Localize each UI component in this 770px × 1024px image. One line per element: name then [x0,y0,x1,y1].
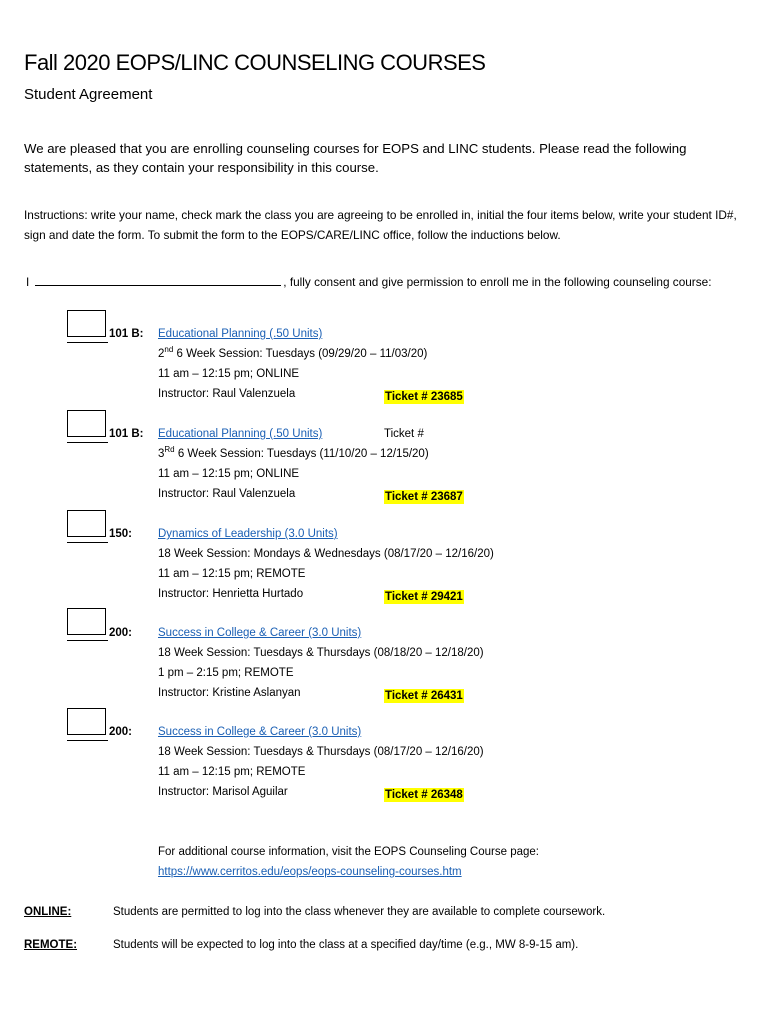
ticket-badge: Ticket # 23687 [385,491,463,503]
course-session: 18 Week Session: Tuesdays & Thursdays (08/18/20 – 12/18/20) [158,647,484,659]
remote-definition: Students will be expected to log into the class at a specified day/time (e.g., MW 8-9-15 am). [113,939,579,951]
course-time: 11 am – 12:15 pm; REMOTE [158,766,306,778]
course-time: 11 am – 12:15 pm; ONLINE [158,468,300,480]
course-time: 11 am – 12:15 pm; REMOTE [158,568,306,580]
online-label: ONLINE: [24,906,72,918]
course-title-link[interactable]: Success in College & Career (3.0 Units) [158,627,362,639]
course-title-link[interactable]: Educational Planning (.50 Units) [158,328,323,340]
course-instructor: Instructor: Raul Valenzuela [158,488,296,500]
course-time: 11 am – 12:15 pm; ONLINE [158,368,300,380]
online-definition: Students are permitted to log into the class whenever they are available to complete coursework. [113,906,606,918]
ticket-badge: Ticket # 26348 [385,789,463,801]
consent-suffix: , fully consent and give permission to enroll me in the following counseling course: [283,275,712,289]
name-blank-field[interactable] [35,275,281,286]
checkbox-underline [67,640,108,641]
checkbox-underline [67,442,108,443]
ticket-badge: Ticket # 26431 [385,690,463,702]
course-title-link[interactable]: Dynamics of Leadership (3.0 Units) [158,528,338,540]
page-subtitle: Student Agreement [24,86,153,103]
instructions-paragraph: Instructions: write your name, check mark the class you are agreeing to be enrolled in, initial the four items below, write your student ID#, sign and date the form. To submit the form to the EOPS/CARE/LINC office, follow the inductions below. [24,208,737,242]
course-session: 18 Week Session: Mondays & Wednesdays (08/17/20 – 12/16/20) [158,548,494,560]
course-title-link[interactable]: Success in College & Career (3.0 Units) [158,726,362,738]
checkbox-underline [67,740,108,741]
course-session: 18 Week Session: Tuesdays & Thursdays (08/17/20 – 12/16/20) [158,746,484,758]
course-code: 200: [109,627,133,639]
course-checkbox[interactable] [67,310,106,337]
consent-statement [26,275,711,289]
ticket-badge: Ticket # 29421 [385,591,463,603]
course-instructor: Instructor: Henrietta Hurtado [158,588,304,600]
course-instructor: Instructor: Raul Valenzuela [158,388,296,400]
checkbox-underline [67,342,108,343]
checkbox-underline [67,542,108,543]
course-code: 150: [109,528,133,540]
course-code: 101 B: [109,428,144,440]
course-session: 2nd 6 Week Session: Tuesdays (09/29/20 – 11/03/20) [158,345,428,360]
remote-label: REMOTE: [24,939,78,951]
course-time: 1 pm – 2:15 pm; REMOTE [158,667,294,679]
course-instructor: Instructor: Kristine Aslanyan [158,687,301,699]
course-checkbox[interactable] [67,708,106,735]
course-code: 200: [109,726,133,738]
course-session: 3Rd 6 Week Session: Tuesdays (11/10/20 – 12/15/20) [158,445,429,460]
course-instructor: Instructor: Marisol Aguilar [158,786,288,798]
course-checkbox[interactable] [67,410,106,437]
ticket-extra-label: Ticket # [384,428,424,440]
intro-paragraph: We are pleased that you are enrolling counseling courses for EOPS and LINC students. Please read the following statements, as they contain your responsibility in this course. [24,141,687,175]
ticket-badge: Ticket # 23685 [385,391,463,403]
course-checkbox[interactable] [67,608,106,635]
course-checkbox[interactable] [67,510,106,537]
course-title-link[interactable]: Educational Planning (.50 Units) [158,428,323,440]
more-info-text: For additional course information, visit the EOPS Counseling Course page: [158,846,539,858]
course-code: 101 B: [109,328,144,340]
page-title: Fall 2020 EOPS/LINC COUNSELING COURSES [24,50,486,75]
consent-prefix: I [26,275,30,289]
course-page-link[interactable]: https://www.cerritos.edu/eops/eops-counseling-courses.htm [158,866,462,878]
